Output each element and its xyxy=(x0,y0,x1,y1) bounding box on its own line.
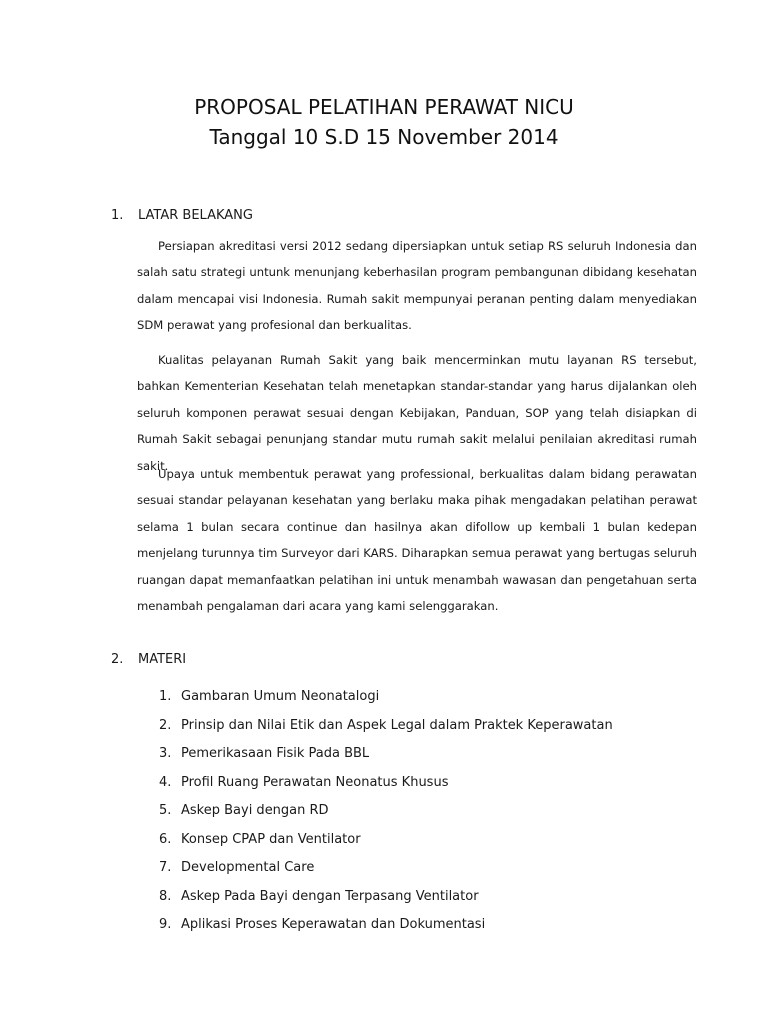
section-number: 1. xyxy=(111,208,124,223)
paragraph: Kualitas pelayanan Rumah Sakit yang baik mencerminkan mutu layanan RS tersebut, bahkan Kementerian Kesehatan telah menetapkan standar-standar yang harus dijalankan oleh seluruh komponen perawat sesuai dengan Kebijakan, Panduan, SOP yang telah disiapkan di Rumah Sakit sebagai penunjang standar mutu rumah sakit melalui penilaian akreditasi rumah sakit. xyxy=(137,353,697,473)
list-item xyxy=(159,884,613,913)
list-item-text: Aplikasi Proses Keperawatan dan Dokumentasi xyxy=(181,917,486,932)
document-date: Tanggal 10 S.D 15 November 2014 xyxy=(209,125,559,149)
list-item-text: Developmental Care xyxy=(181,860,315,875)
list-item xyxy=(159,770,613,799)
paragraph: Upaya untuk membentuk perawat yang professional, berkualitas dalam bidang perawatan sesuai standar pelayanan kesehatan yang berlaku maka pihak mengadakan pelatihan perawat selama 1 bulan secara continue dan hasilnya akan difollow up kembali 1 bulan kedepan menjelang turunnya tim Surveyor dari KARS. Diharapkan semua perawat yang bertugas seluruh ruangan dapat memanfaatkan pelatihan ini untuk menambah wawasan dan pengetahuan serta menambah pengalaman dari acara yang kami selenggarakan. xyxy=(137,467,697,614)
list-item xyxy=(159,684,613,713)
list-item-number: 6. xyxy=(159,831,172,847)
section-title: LATAR BELAKANG xyxy=(138,208,253,223)
document-title: PROPOSAL PELATIHAN PERAWAT NICU xyxy=(194,95,574,119)
paragraph: Persiapan akreditasi versi 2012 sedang dipersiapkan untuk setiap RS seluruh Indonesia dan salah satu strategi untunk menunjang keberhasilan program pembangunan dibidang kesehatan dalam mencapai visi Indonesia. Rumah sakit mempunyai peranan penting dalam menyediakan SDM perawat yang profesional dan berkualitas. xyxy=(137,239,697,333)
list-item-text: Prinsip dan Nilai Etik dan Aspek Legal dalam Praktek Keperawatan xyxy=(181,717,613,733)
list-item-number: 7. xyxy=(159,860,172,875)
materi-list xyxy=(159,684,613,941)
list-item-number: 5. xyxy=(159,803,172,818)
list-item xyxy=(159,741,613,770)
list-item-text: Askep Bayi dengan RD xyxy=(181,803,329,818)
list-item-number: 1. xyxy=(159,689,172,704)
section-heading-latar-belakang xyxy=(111,208,253,224)
list-item-number: 8. xyxy=(159,888,172,904)
section-number: 2. xyxy=(111,652,124,667)
list-item xyxy=(159,798,613,827)
list-item-number: 3. xyxy=(159,746,172,761)
section-heading-materi xyxy=(111,652,186,668)
list-item xyxy=(159,855,613,884)
list-item-text: Askep Pada Bayi dengan Terpasang Ventilator xyxy=(181,888,479,904)
list-item-number: 2. xyxy=(159,717,172,733)
list-item xyxy=(159,912,613,941)
list-item-number: 4. xyxy=(159,774,172,790)
list-item-text: Pemerikasaan Fisik Pada BBL xyxy=(181,746,370,761)
list-item xyxy=(159,827,613,856)
list-item-text: Profil Ruang Perawatan Neonatus Khusus xyxy=(181,774,449,790)
list-item-number: 9. xyxy=(159,917,172,932)
list-item-text: Konsep CPAP dan Ventilator xyxy=(181,831,361,847)
section-title: MATERI xyxy=(138,652,187,667)
list-item xyxy=(159,713,613,742)
list-item-text: Gambaran Umum Neonatalogi xyxy=(181,689,380,704)
